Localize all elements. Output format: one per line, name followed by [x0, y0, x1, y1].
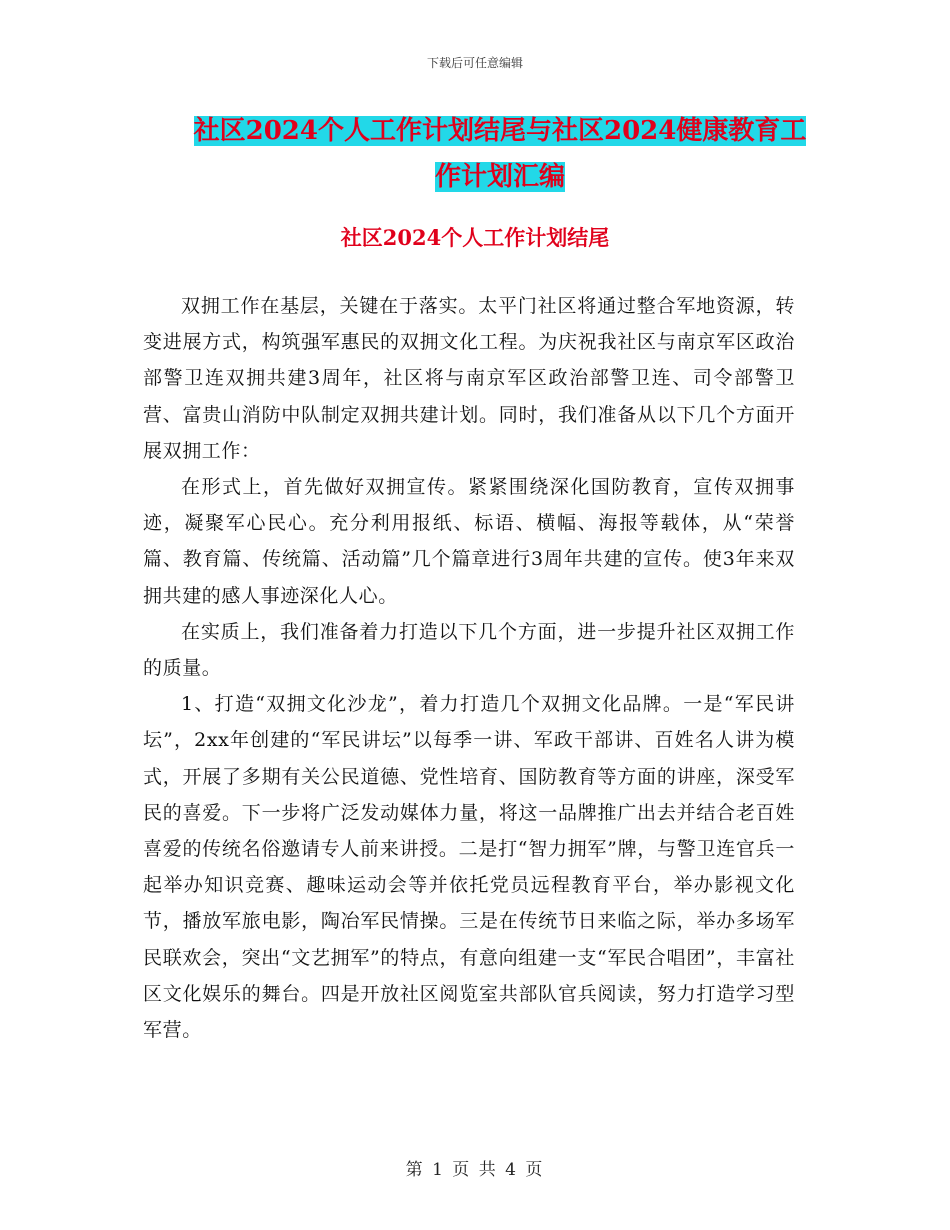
document-title-line-2: 作计划汇编 [434, 162, 565, 192]
paragraph: 在实质上，我们准备着力打造以下几个方面，进一步提升社区双拥工作的质量。 [143, 620, 795, 680]
document-title [130, 108, 870, 200]
paragraph: 1、打造“双拥文化沙龙”，着力打造几个双拥文化品牌。一是“军民讲坛”，2xx年创建的“军民讲坛”以每季一讲、军政干部讲、百姓名人讲为模式，开展了多期有关公民道德、党性培育、国防教育等方面的讲座，深受军民的喜爱。下一步将广泛发动媒体力量，将这一品牌推广出去并结合老百姓喜爱的传统名俗邀请专人前来讲授。二是打“智力拥军”牌，与警卫连官兵一起举办知识竞赛、趣味运动会等并依托党员远程教育平台，举办影视文化节，播放军旅电影，陶冶军民情操。三是在传统节日来临之际，举办多场军民联欢会，突出“文艺拥军”的特点，有意向组建一支“军民合唱团”，丰富社区文化娱乐的舞台。四是开放社区阅览室共部队官兵阅读，努力打造学习型军营。 [143, 693, 795, 1042]
section-heading: 社区2024个人工作计划结尾 [340, 225, 610, 250]
page-footer: 第 1 页 共 4 页 [405, 1160, 545, 1180]
body-text [143, 288, 795, 1048]
paragraph: 双拥工作在基层，关键在于落实。太平门社区将通过整合军地资源，转变进展方式，构筑强军惠民的双拥文化工程。为庆祝我社区与南京军区政治部警卫连双拥共建3周年，社区将与南京军区政治部警卫连、司令部警卫营、富贵山消防中队制定双拥共建计划。同时，我们准备从以下几个方面开展双拥工作： [143, 295, 795, 462]
paragraph: 在形式上，首先做好双拥宣传。紧紧围绕深化国防教育，宣传双拥事迹，凝聚军心民心。充分利用报纸、标语、横幅、海报等载体，从“荣誉篇、教育篇、传统篇、活动篇”几个篇章进行3周年共建的宣传。使3年来双拥共建的感人事迹深化人心。 [143, 476, 795, 607]
header-note: 下载后可任意编辑 [426, 56, 523, 70]
document-title-line-1: 社区2024个人工作计划结尾与社区2024健康教育工 [193, 116, 807, 146]
